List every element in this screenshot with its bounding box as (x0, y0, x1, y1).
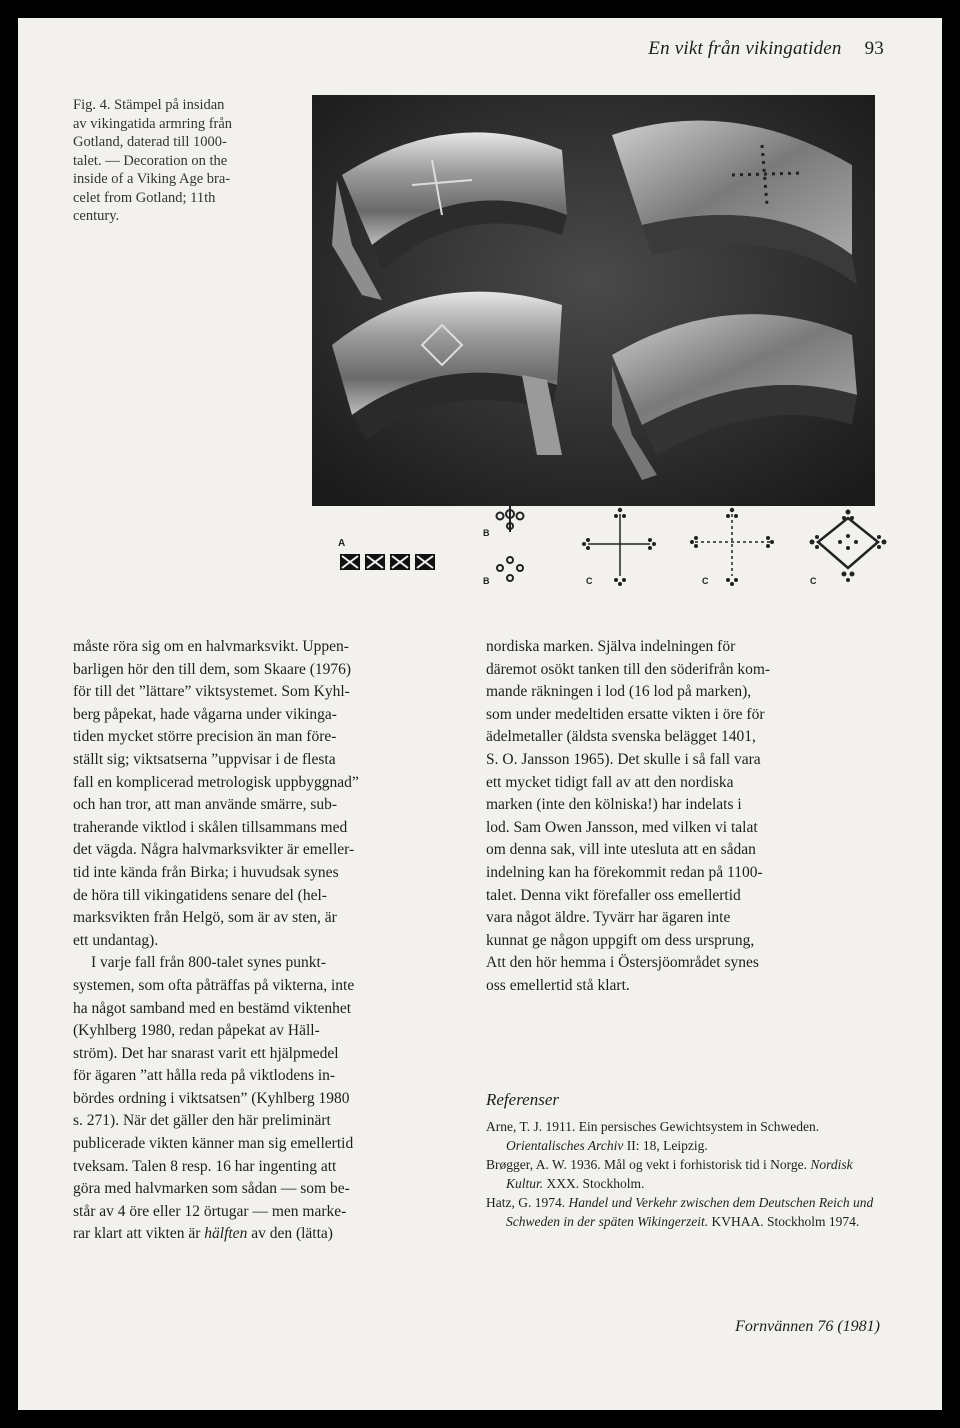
bracelet-photo-graphic (312, 95, 875, 506)
reference-item (486, 1156, 876, 1193)
body-column-right (486, 636, 876, 998)
text-line: ett undantag). (73, 931, 159, 949)
text-line: indelning kan ha förekommit redan på 1100- (486, 863, 763, 881)
stamp-drawings-graphic (310, 484, 890, 594)
journal-footer: Fornvännen 76 (1981) (735, 1318, 880, 1335)
references-list (486, 1118, 876, 1232)
text-line: bördes ordning i viktsatsen” (Kyhlberg 1980 (73, 1089, 350, 1107)
text-line: mande räkningen i lod (16 lod på marken), (486, 683, 752, 701)
caption-line: celet from Gotland; 11th (73, 189, 216, 206)
page-number: 93 (864, 38, 884, 59)
text-line: publicerade vikten känner man sig emellertid (73, 1135, 354, 1153)
text-line: ädelmetaller (äldsta svenska belägget 1401, (486, 728, 756, 746)
text-line: S. O. Jansson 1965). Det skulle i så fall vara (486, 750, 761, 768)
text-line: (Kyhlberg 1980, redan påpekat av Häll- (73, 1022, 320, 1040)
text-line: nordiska marken. Själva indelningen för (486, 638, 736, 655)
text-line: vara något äldre. Tyvärr har ägaren inte (486, 909, 731, 927)
text-line: de höra till vikingatidens senare del (hel- (73, 886, 327, 904)
text-line: Att den hör hemma i Östersjöområdet synes (486, 954, 759, 972)
running-head (648, 38, 884, 60)
stamp-drawings (310, 484, 890, 594)
label-a: A (338, 538, 346, 549)
text-line: tveksam. Talen 8 resp. 16 har ingenting att (73, 1157, 337, 1175)
text-line: ställt sig; viktsatserna ”uppvisar i de flesta (73, 750, 336, 768)
text-line: måste röra sig om en halvmarksvikt. Uppen- (73, 638, 349, 655)
ref-text: XXX. Stockholm. (543, 1175, 645, 1191)
text-line: tiden mycket större precision än man före- (73, 728, 337, 746)
caption-line: av vikingatida armring från (73, 115, 233, 132)
reference-item (486, 1194, 876, 1231)
stamp-b1 (497, 504, 524, 532)
text-line: göra med halvmarken som sådan — som be- (73, 1180, 350, 1198)
bracelet-photograph (312, 95, 875, 506)
text-line: ha något samband med en bestämd viktenhet (73, 999, 352, 1017)
text-line: ström). Det har snarast varit ett hjälpmedel (73, 1044, 339, 1062)
text-line-last (73, 1223, 473, 1246)
text-line: systemen, som ofta påträffas på vikterna, inte (73, 976, 355, 994)
text-line: det vägda. Några halvmarksvikter är emeller- (73, 841, 355, 859)
label-b1: B (483, 528, 490, 538)
text-line: barligen hör den till dem, som Skaare (1976) (73, 660, 352, 678)
reference-item (486, 1118, 876, 1155)
text-line: för till det ”lättare” viktsystemet. Som Kyhl- (73, 683, 350, 701)
ref-title: Handel und Verkehr zwischen dem Deutschen Reich und Schweden in der späten Wikingerzeit. (506, 1195, 874, 1229)
text-line: marken (inte den kölniska!) har indelats i (486, 796, 742, 814)
text-line: för ägaren ”att hålla reda på viktlodens in- (73, 1067, 336, 1085)
text-line: ett mycket tidigt fall av att den nordiska (486, 773, 734, 791)
text-line: berg påpekat, hade vågarna under vikinga- (73, 705, 337, 723)
stamp-c3 (810, 510, 887, 583)
stamp-b2 (497, 557, 523, 581)
text-line: kunnat ge någon uppgift om dess ursprung, (486, 931, 755, 949)
text-line: fall en komplicerad metrologisk uppbyggnad” (73, 773, 359, 791)
caption-line: century. (73, 208, 120, 224)
caption-line: talet. — Decoration on the (73, 152, 228, 169)
caption-line: inside of a Viking Age bra- (73, 171, 231, 187)
ref-text: II: 18, Leipzig. (623, 1137, 708, 1153)
text-line: talet. Denna vikt förefaller oss emellertid (486, 886, 741, 904)
ref-title: Orientalisches Archiv (506, 1137, 624, 1153)
text-line: tid inte kända från Birka; i huvudsak synes (73, 863, 339, 881)
label-c3: C (810, 576, 817, 586)
text-line: om denna sak, vill inte utesluta att en sådan (486, 841, 756, 859)
text-line: och han tror, att man använde smärre, sub- (73, 796, 338, 814)
text-span: rar klart att vikten är (73, 1225, 205, 1243)
text-line: s. 271). När det gäller den här preliminärt (73, 1112, 331, 1130)
stamp-c1 (582, 508, 656, 586)
text-line: lod. Sam Owen Jansson, med vilken vi talat (486, 818, 758, 836)
caption-line: Fig. 4. Stämpel på insidan (73, 97, 225, 113)
stamp-c2 (690, 508, 774, 586)
ref-text: Hatz, G. 1974. (486, 1195, 569, 1210)
figure-caption (73, 96, 273, 226)
text-line: som under medeltiden ersatte vikten i öre för (486, 705, 765, 723)
body-column-left (73, 636, 473, 1246)
page (18, 18, 942, 1410)
label-c2: C (702, 576, 709, 586)
label-b2: B (483, 576, 490, 586)
text-line: traherande viktlod i skålen tillsammans med (73, 818, 348, 836)
caption-line: Gotland, daterad till 1000- (73, 134, 227, 150)
ref-text: KVHAA. Stockholm 1974. (708, 1213, 860, 1229)
label-c1: C (586, 576, 593, 586)
ref-text: Brøgger, A. W. 1936. Mål og vekt i forhistorisk tid i Norge. (486, 1157, 811, 1172)
text-line: däremot osökt tanken till den söderifrån kom- (486, 660, 771, 678)
stamp-a-row (340, 554, 435, 570)
text-line: marksvikten från Helgö, som är av sten, är (73, 909, 337, 927)
text-line: I varje fall från 800-talet synes punkt- (91, 954, 326, 972)
running-title: En vikt från vikingatiden (648, 38, 842, 59)
text-line: oss emellertid stå klart. (486, 976, 630, 994)
ref-title: Nordisk Kultur. (506, 1157, 853, 1191)
text-span: av den (lätta) (247, 1225, 333, 1243)
text-line: står av 4 öre eller 12 örtugar — men marke- (73, 1202, 347, 1220)
ref-text: Arne, T. J. 1911. Ein persisches Gewichtsystem in Schweden. (486, 1119, 820, 1134)
references-heading: Referenser (486, 1090, 560, 1109)
emphasis-halften: hälften (204, 1225, 248, 1243)
